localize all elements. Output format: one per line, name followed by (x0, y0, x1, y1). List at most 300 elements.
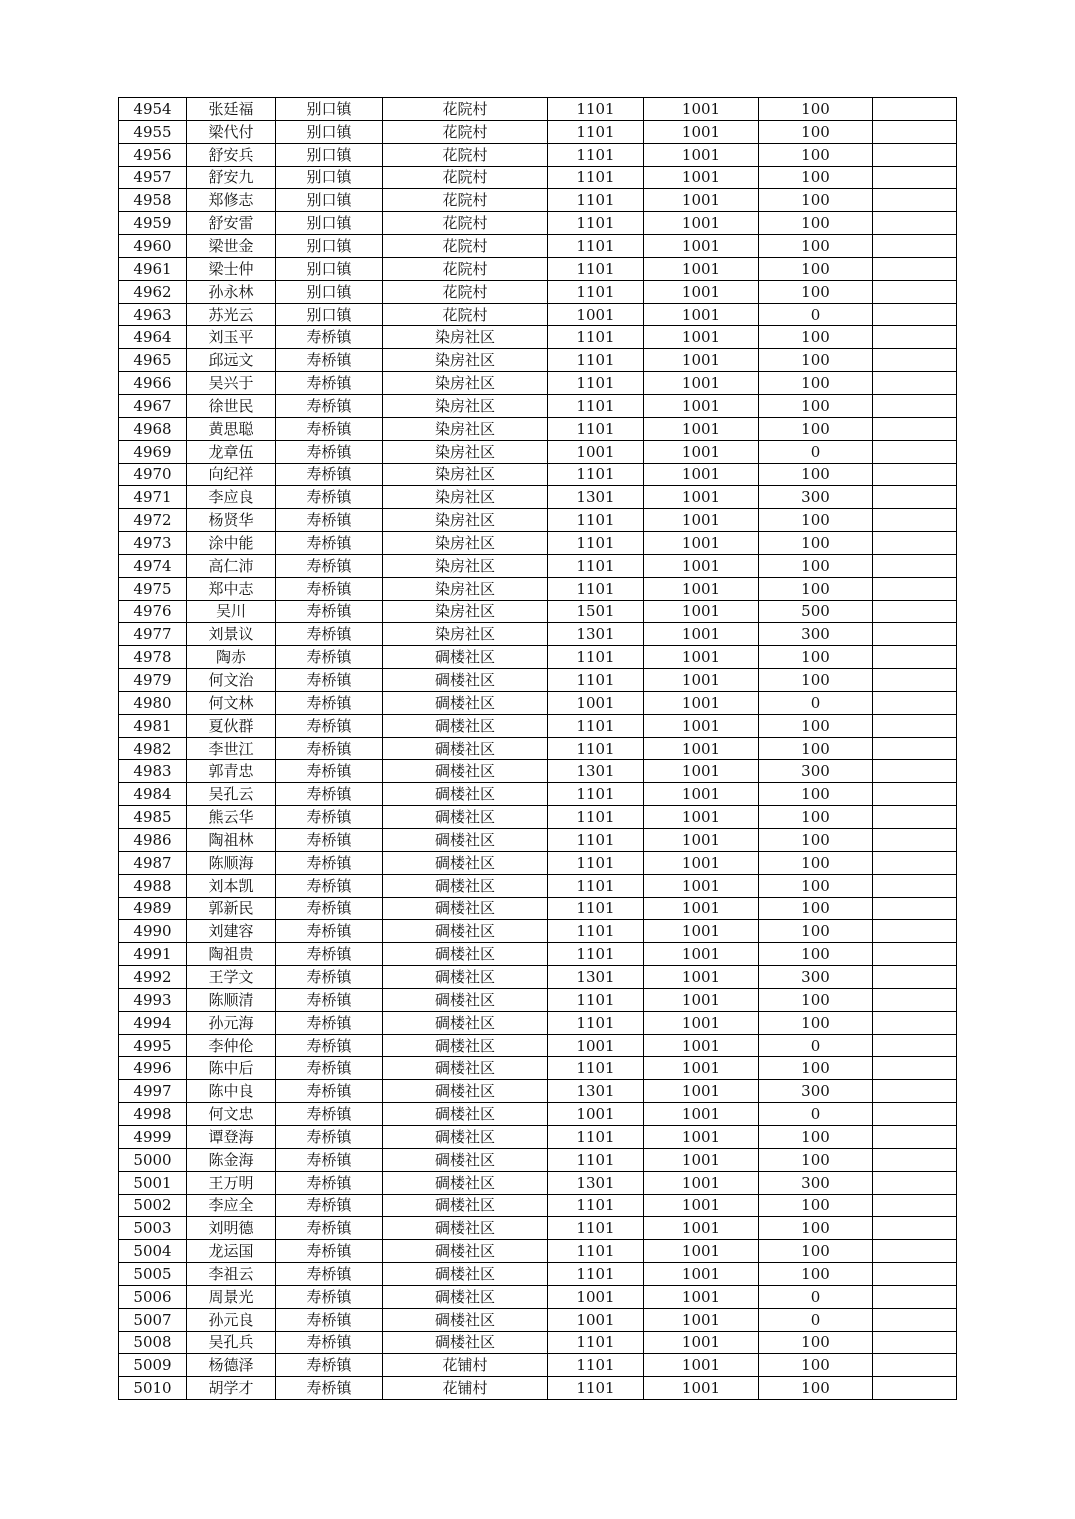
village-cell: 碉楼社区 (383, 1148, 548, 1171)
remark-cell (873, 737, 957, 760)
village-cell: 碉楼社区 (383, 1308, 548, 1331)
row-number-cell: 4985 (119, 806, 187, 829)
table-row (119, 1171, 957, 1194)
code-a-cell: 1101 (548, 1217, 644, 1240)
code-b-cell: 1001 (644, 1285, 759, 1308)
row-number-cell: 4994 (119, 1011, 187, 1034)
amount-cell: 0 (759, 1034, 873, 1057)
village-cell: 花铺村 (383, 1377, 548, 1400)
code-b-cell: 1001 (644, 1034, 759, 1057)
person-name-cell: 陶祖贵 (187, 943, 276, 966)
town-cell: 寿桥镇 (276, 783, 383, 806)
town-cell: 寿桥镇 (276, 623, 383, 646)
person-name-cell: 谭登海 (187, 1125, 276, 1148)
code-b-cell: 1001 (644, 966, 759, 989)
code-a-cell: 1101 (548, 166, 644, 189)
town-cell: 寿桥镇 (276, 532, 383, 555)
remark-cell (873, 1148, 957, 1171)
amount-cell: 100 (759, 326, 873, 349)
town-cell: 寿桥镇 (276, 1285, 383, 1308)
remark-cell (873, 463, 957, 486)
town-cell: 寿桥镇 (276, 417, 383, 440)
table-row (119, 1125, 957, 1148)
person-name-cell: 李仲伦 (187, 1034, 276, 1057)
code-b-cell: 1001 (644, 669, 759, 692)
code-b-cell: 1001 (644, 806, 759, 829)
row-number-cell: 5010 (119, 1377, 187, 1400)
amount-cell: 100 (759, 257, 873, 280)
code-b-cell: 1001 (644, 829, 759, 852)
table-row (119, 486, 957, 509)
town-cell: 别口镇 (276, 280, 383, 303)
code-a-cell: 1101 (548, 280, 644, 303)
village-cell: 染房社区 (383, 394, 548, 417)
table-row (119, 303, 957, 326)
person-name-cell: 刘玉平 (187, 326, 276, 349)
code-a-cell: 1101 (548, 737, 644, 760)
code-a-cell: 1101 (548, 1263, 644, 1286)
town-cell: 寿桥镇 (276, 760, 383, 783)
code-a-cell: 1501 (548, 600, 644, 623)
village-cell: 碉楼社区 (383, 1263, 548, 1286)
row-number-cell: 5005 (119, 1263, 187, 1286)
code-b-cell: 1001 (644, 326, 759, 349)
town-cell: 寿桥镇 (276, 326, 383, 349)
village-cell: 染房社区 (383, 417, 548, 440)
code-a-cell: 1101 (548, 143, 644, 166)
row-number-cell: 4983 (119, 760, 187, 783)
row-number-cell: 5004 (119, 1240, 187, 1263)
person-name-cell: 吴川 (187, 600, 276, 623)
remark-cell (873, 897, 957, 920)
person-name-cell: 孙元海 (187, 1011, 276, 1034)
person-name-cell: 舒安兵 (187, 143, 276, 166)
code-b-cell: 1001 (644, 623, 759, 646)
amount-cell: 100 (759, 806, 873, 829)
person-name-cell: 张廷福 (187, 98, 276, 121)
person-name-cell: 吴兴于 (187, 372, 276, 395)
table-row (119, 120, 957, 143)
town-cell: 寿桥镇 (276, 1194, 383, 1217)
remark-cell (873, 143, 957, 166)
town-cell: 寿桥镇 (276, 372, 383, 395)
remark-cell (873, 235, 957, 258)
row-number-cell: 4969 (119, 440, 187, 463)
table-row (119, 212, 957, 235)
village-cell: 碉楼社区 (383, 714, 548, 737)
code-a-cell: 1101 (548, 851, 644, 874)
table-row (119, 394, 957, 417)
row-number-cell: 5001 (119, 1171, 187, 1194)
row-number-cell: 5007 (119, 1308, 187, 1331)
village-cell: 碉楼社区 (383, 1285, 548, 1308)
code-a-cell: 1101 (548, 829, 644, 852)
person-name-cell: 苏光云 (187, 303, 276, 326)
code-a-cell: 1101 (548, 554, 644, 577)
village-cell: 染房社区 (383, 554, 548, 577)
row-number-cell: 4996 (119, 1057, 187, 1080)
amount-cell: 100 (759, 1240, 873, 1263)
person-name-cell: 孙永林 (187, 280, 276, 303)
code-a-cell: 1101 (548, 1125, 644, 1148)
code-a-cell: 1001 (548, 303, 644, 326)
amount-cell: 100 (759, 737, 873, 760)
row-number-cell: 4988 (119, 874, 187, 897)
person-name-cell: 杨贤华 (187, 509, 276, 532)
code-a-cell: 1001 (548, 691, 644, 714)
remark-cell (873, 874, 957, 897)
table-row (119, 988, 957, 1011)
code-a-cell: 1301 (548, 486, 644, 509)
code-b-cell: 1001 (644, 1171, 759, 1194)
code-a-cell: 1101 (548, 1194, 644, 1217)
village-cell: 碉楼社区 (383, 897, 548, 920)
village-cell: 碉楼社区 (383, 1057, 548, 1080)
remark-cell (873, 1308, 957, 1331)
amount-cell: 100 (759, 554, 873, 577)
table-row (119, 1194, 957, 1217)
code-b-cell: 1001 (644, 1103, 759, 1126)
village-cell: 碉楼社区 (383, 1080, 548, 1103)
remark-cell (873, 440, 957, 463)
data-table (118, 97, 957, 1400)
person-name-cell: 郭新民 (187, 897, 276, 920)
remark-cell (873, 509, 957, 532)
table-row (119, 440, 957, 463)
table-row (119, 143, 957, 166)
remark-cell (873, 623, 957, 646)
town-cell: 寿桥镇 (276, 1354, 383, 1377)
remark-cell (873, 988, 957, 1011)
row-number-cell: 5003 (119, 1217, 187, 1240)
person-name-cell: 梁代付 (187, 120, 276, 143)
code-b-cell: 1001 (644, 532, 759, 555)
village-cell: 染房社区 (383, 440, 548, 463)
row-number-cell: 4987 (119, 851, 187, 874)
village-cell: 染房社区 (383, 349, 548, 372)
amount-cell: 300 (759, 1080, 873, 1103)
remark-cell (873, 669, 957, 692)
code-b-cell: 1001 (644, 235, 759, 258)
code-b-cell: 1001 (644, 463, 759, 486)
amount-cell: 100 (759, 897, 873, 920)
code-b-cell: 1001 (644, 440, 759, 463)
code-b-cell: 1001 (644, 1331, 759, 1354)
village-cell: 碉楼社区 (383, 966, 548, 989)
town-cell: 寿桥镇 (276, 874, 383, 897)
row-number-cell: 4965 (119, 349, 187, 372)
remark-cell (873, 1034, 957, 1057)
person-name-cell: 陶赤 (187, 646, 276, 669)
person-name-cell: 杨德泽 (187, 1354, 276, 1377)
remark-cell (873, 280, 957, 303)
row-number-cell: 4993 (119, 988, 187, 1011)
person-name-cell: 舒安九 (187, 166, 276, 189)
village-cell: 碉楼社区 (383, 806, 548, 829)
village-cell: 染房社区 (383, 509, 548, 532)
row-number-cell: 4960 (119, 235, 187, 258)
remark-cell (873, 1103, 957, 1126)
remark-cell (873, 394, 957, 417)
village-cell: 碉楼社区 (383, 920, 548, 943)
amount-cell: 100 (759, 166, 873, 189)
row-number-cell: 4972 (119, 509, 187, 532)
amount-cell: 0 (759, 1103, 873, 1126)
table-row (119, 1103, 957, 1126)
table-row (119, 98, 957, 121)
table-row (119, 783, 957, 806)
row-number-cell: 4981 (119, 714, 187, 737)
town-cell: 寿桥镇 (276, 714, 383, 737)
person-name-cell: 陈顺清 (187, 988, 276, 1011)
remark-cell (873, 1011, 957, 1034)
code-b-cell: 1001 (644, 600, 759, 623)
table-row (119, 554, 957, 577)
remark-cell (873, 554, 957, 577)
code-b-cell: 1001 (644, 920, 759, 943)
amount-cell: 100 (759, 1331, 873, 1354)
person-name-cell: 吴孔云 (187, 783, 276, 806)
village-cell: 碉楼社区 (383, 988, 548, 1011)
table-row (119, 874, 957, 897)
table-row (119, 966, 957, 989)
table-row (119, 691, 957, 714)
village-cell: 染房社区 (383, 577, 548, 600)
town-cell: 寿桥镇 (276, 897, 383, 920)
town-cell: 寿桥镇 (276, 851, 383, 874)
code-a-cell: 1001 (548, 1034, 644, 1057)
person-name-cell: 涂中能 (187, 532, 276, 555)
table-row (119, 1080, 957, 1103)
row-number-cell: 4967 (119, 394, 187, 417)
table-row (119, 806, 957, 829)
amount-cell: 100 (759, 646, 873, 669)
town-cell: 寿桥镇 (276, 669, 383, 692)
town-cell: 寿桥镇 (276, 600, 383, 623)
code-b-cell: 1001 (644, 1354, 759, 1377)
code-b-cell: 1001 (644, 760, 759, 783)
amount-cell: 0 (759, 1308, 873, 1331)
village-cell: 花铺村 (383, 1354, 548, 1377)
village-cell: 染房社区 (383, 372, 548, 395)
person-name-cell: 王学文 (187, 966, 276, 989)
code-a-cell: 1101 (548, 189, 644, 212)
town-cell: 寿桥镇 (276, 1148, 383, 1171)
code-b-cell: 1001 (644, 486, 759, 509)
remark-cell (873, 1285, 957, 1308)
row-number-cell: 4958 (119, 189, 187, 212)
amount-cell: 100 (759, 463, 873, 486)
code-a-cell: 1101 (548, 1240, 644, 1263)
amount-cell: 100 (759, 1263, 873, 1286)
village-cell: 染房社区 (383, 326, 548, 349)
town-cell: 寿桥镇 (276, 1240, 383, 1263)
code-a-cell: 1301 (548, 1171, 644, 1194)
table-row (119, 600, 957, 623)
remark-cell (873, 166, 957, 189)
row-number-cell: 4980 (119, 691, 187, 714)
row-number-cell: 5002 (119, 1194, 187, 1217)
code-a-cell: 1101 (548, 646, 644, 669)
row-number-cell: 4997 (119, 1080, 187, 1103)
town-cell: 别口镇 (276, 166, 383, 189)
code-a-cell: 1101 (548, 98, 644, 121)
code-b-cell: 1001 (644, 1240, 759, 1263)
person-name-cell: 龙运国 (187, 1240, 276, 1263)
town-cell: 寿桥镇 (276, 1034, 383, 1057)
table-row (119, 326, 957, 349)
table-row (119, 257, 957, 280)
person-name-cell: 郭青忠 (187, 760, 276, 783)
row-number-cell: 4970 (119, 463, 187, 486)
code-b-cell: 1001 (644, 783, 759, 806)
person-name-cell: 舒安雷 (187, 212, 276, 235)
code-a-cell: 1001 (548, 1103, 644, 1126)
person-name-cell: 王万明 (187, 1171, 276, 1194)
person-name-cell: 孙元良 (187, 1308, 276, 1331)
person-name-cell: 何文治 (187, 669, 276, 692)
row-number-cell: 4976 (119, 600, 187, 623)
amount-cell: 100 (759, 1354, 873, 1377)
row-number-cell: 4974 (119, 554, 187, 577)
table-row (119, 1331, 957, 1354)
remark-cell (873, 691, 957, 714)
code-b-cell: 1001 (644, 280, 759, 303)
amount-cell: 100 (759, 577, 873, 600)
table-row (119, 1057, 957, 1080)
amount-cell: 100 (759, 532, 873, 555)
village-cell: 碉楼社区 (383, 829, 548, 852)
table-row (119, 829, 957, 852)
town-cell: 别口镇 (276, 303, 383, 326)
code-a-cell: 1101 (548, 806, 644, 829)
code-b-cell: 1001 (644, 1125, 759, 1148)
person-name-cell: 龙章伍 (187, 440, 276, 463)
person-name-cell: 梁世金 (187, 235, 276, 258)
amount-cell: 100 (759, 509, 873, 532)
remark-cell (873, 212, 957, 235)
code-a-cell: 1101 (548, 417, 644, 440)
person-name-cell: 陈顺海 (187, 851, 276, 874)
code-a-cell: 1101 (548, 326, 644, 349)
code-a-cell: 1101 (548, 669, 644, 692)
row-number-cell: 4984 (119, 783, 187, 806)
town-cell: 寿桥镇 (276, 966, 383, 989)
person-name-cell: 李应良 (187, 486, 276, 509)
remark-cell (873, 257, 957, 280)
remark-cell (873, 1331, 957, 1354)
remark-cell (873, 1354, 957, 1377)
code-a-cell: 1101 (548, 372, 644, 395)
village-cell: 花院村 (383, 303, 548, 326)
town-cell: 别口镇 (276, 257, 383, 280)
amount-cell: 0 (759, 1285, 873, 1308)
amount-cell: 100 (759, 1377, 873, 1400)
code-b-cell: 1001 (644, 897, 759, 920)
village-cell: 染房社区 (383, 486, 548, 509)
amount-cell: 100 (759, 98, 873, 121)
row-number-cell: 4989 (119, 897, 187, 920)
row-number-cell: 4982 (119, 737, 187, 760)
town-cell: 寿桥镇 (276, 349, 383, 372)
code-a-cell: 1001 (548, 1285, 644, 1308)
town-cell: 寿桥镇 (276, 806, 383, 829)
code-a-cell: 1101 (548, 920, 644, 943)
row-number-cell: 5006 (119, 1285, 187, 1308)
amount-cell: 0 (759, 440, 873, 463)
person-name-cell: 郑修志 (187, 189, 276, 212)
town-cell: 寿桥镇 (276, 691, 383, 714)
code-b-cell: 1001 (644, 143, 759, 166)
code-a-cell: 1101 (548, 943, 644, 966)
person-name-cell: 何文忠 (187, 1103, 276, 1126)
remark-cell (873, 829, 957, 852)
town-cell: 别口镇 (276, 143, 383, 166)
code-a-cell: 1101 (548, 1331, 644, 1354)
code-b-cell: 1001 (644, 509, 759, 532)
remark-cell (873, 966, 957, 989)
village-cell: 碉楼社区 (383, 646, 548, 669)
person-name-cell: 陈中后 (187, 1057, 276, 1080)
row-number-cell: 4964 (119, 326, 187, 349)
table-row (119, 851, 957, 874)
code-b-cell: 1001 (644, 1194, 759, 1217)
row-number-cell: 4990 (119, 920, 187, 943)
remark-cell (873, 303, 957, 326)
person-name-cell: 徐世民 (187, 394, 276, 417)
remark-cell (873, 806, 957, 829)
town-cell: 寿桥镇 (276, 646, 383, 669)
amount-cell: 100 (759, 120, 873, 143)
amount-cell: 100 (759, 851, 873, 874)
code-b-cell: 1001 (644, 646, 759, 669)
code-b-cell: 1001 (644, 257, 759, 280)
remark-cell (873, 120, 957, 143)
table-row (119, 714, 957, 737)
table-row (119, 509, 957, 532)
row-number-cell: 4955 (119, 120, 187, 143)
code-a-cell: 1101 (548, 988, 644, 1011)
town-cell: 别口镇 (276, 120, 383, 143)
amount-cell: 100 (759, 1148, 873, 1171)
amount-cell: 100 (759, 394, 873, 417)
village-cell: 花院村 (383, 235, 548, 258)
village-cell: 染房社区 (383, 623, 548, 646)
table-row (119, 417, 957, 440)
person-name-cell: 胡学才 (187, 1377, 276, 1400)
village-cell: 碉楼社区 (383, 943, 548, 966)
amount-cell: 100 (759, 714, 873, 737)
amount-cell: 100 (759, 874, 873, 897)
row-number-cell: 4971 (119, 486, 187, 509)
amount-cell: 100 (759, 212, 873, 235)
table-row (119, 1034, 957, 1057)
town-cell: 寿桥镇 (276, 1080, 383, 1103)
town-cell: 寿桥镇 (276, 943, 383, 966)
code-b-cell: 1001 (644, 1377, 759, 1400)
village-cell: 碉楼社区 (383, 851, 548, 874)
code-a-cell: 1101 (548, 783, 644, 806)
code-b-cell: 1001 (644, 1057, 759, 1080)
person-name-cell: 李应全 (187, 1194, 276, 1217)
row-number-cell: 4999 (119, 1125, 187, 1148)
town-cell: 寿桥镇 (276, 1011, 383, 1034)
person-name-cell: 黄思聪 (187, 417, 276, 440)
village-cell: 碉楼社区 (383, 1240, 548, 1263)
table-row (119, 669, 957, 692)
town-cell: 寿桥镇 (276, 1125, 383, 1148)
village-cell: 花院村 (383, 98, 548, 121)
